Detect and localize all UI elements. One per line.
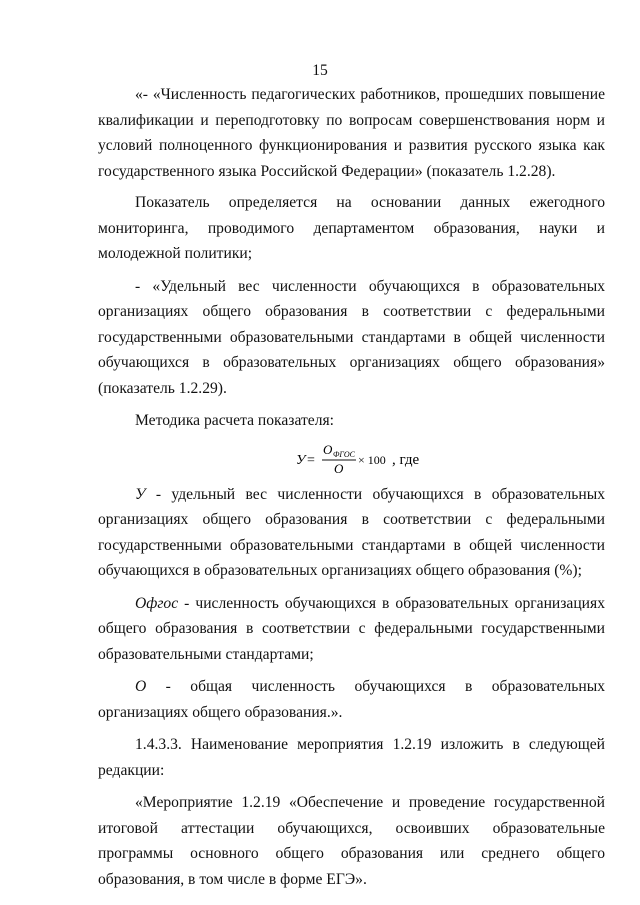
paragraph-section-1-4-3-3: 1.4.3.3. Наименование мероприятия 1.2.19 изложить в следующей редакции:: [98, 736, 605, 779]
formula-graphic: [293, 439, 433, 477]
definition-text-ofgos: - численность обучающихся в образовательных организациях общего образования в соответствии с федеральными государственными образовательными стандартами;: [98, 594, 605, 663]
definition-term-u: У: [135, 485, 146, 503]
paragraph-definition-u: [98, 482, 605, 584]
paragraph-activity-1-2-19: «Мероприятие 1.2.19 «Обеспечение и проведение государственной итоговой аттестации обучающихся, освоивших образовательные программы основного общего образования или среднего общего образования, в том числе в форме ЕГЭ».: [98, 794, 605, 888]
document-body: [98, 82, 605, 899]
formula-equals: =: [307, 452, 315, 468]
formula: [98, 439, 605, 477]
formula-numerator-subscript: ФГОС: [333, 449, 355, 459]
definition-term-ofgos: Офгос: [135, 594, 179, 612]
paragraph-definition-ofgos: [98, 591, 605, 668]
definition-text-u: - удельный вес численности обучающихся в образовательных организациях общего образования в соответствии с федеральными государственными образовательными стандартами в общей численности обучающихся в образовательных организациях общего образования (%);: [98, 485, 605, 579]
page-number: 15: [312, 62, 328, 79]
paragraph-definition-o: [98, 674, 605, 725]
paragraph-method-heading: Методика расчета показателя:: [135, 412, 334, 429]
formula-denominator: О: [334, 460, 344, 476]
formula-numerator: О: [323, 441, 333, 457]
paragraph-indicator-1-2-28: «- «Численность педагогических работников, прошедших повышение квалификации и переподготовку по вопросам совершенствования норм и условий полноценного функционирования и развития русского языка как государственного языка Российской Федерации» (показатель 1.2.28).: [98, 86, 605, 180]
paragraph-indicator-1-2-29: - «Удельный вес численности обучающихся в образовательных организациях общего образования в соответствии с федеральными государственными образовательными стандартами в общей численности обучающихся в образовательных организациях общего образования» (показатель 1.2.29).: [98, 277, 605, 397]
formula-multiplier: × 100: [358, 452, 386, 467]
definition-text-o: - общая численность обучающихся в образовательных организациях общего образования.».: [98, 678, 605, 721]
paragraph-monitoring-source: Показатель определяется на основании данных ежегодного мониторинга, проводимого департаментом образования, науки и молодежной политики;: [98, 194, 605, 262]
formula-lhs: У: [296, 452, 306, 468]
formula-suffix: , где: [392, 451, 420, 468]
definition-term-o: О: [135, 678, 147, 695]
